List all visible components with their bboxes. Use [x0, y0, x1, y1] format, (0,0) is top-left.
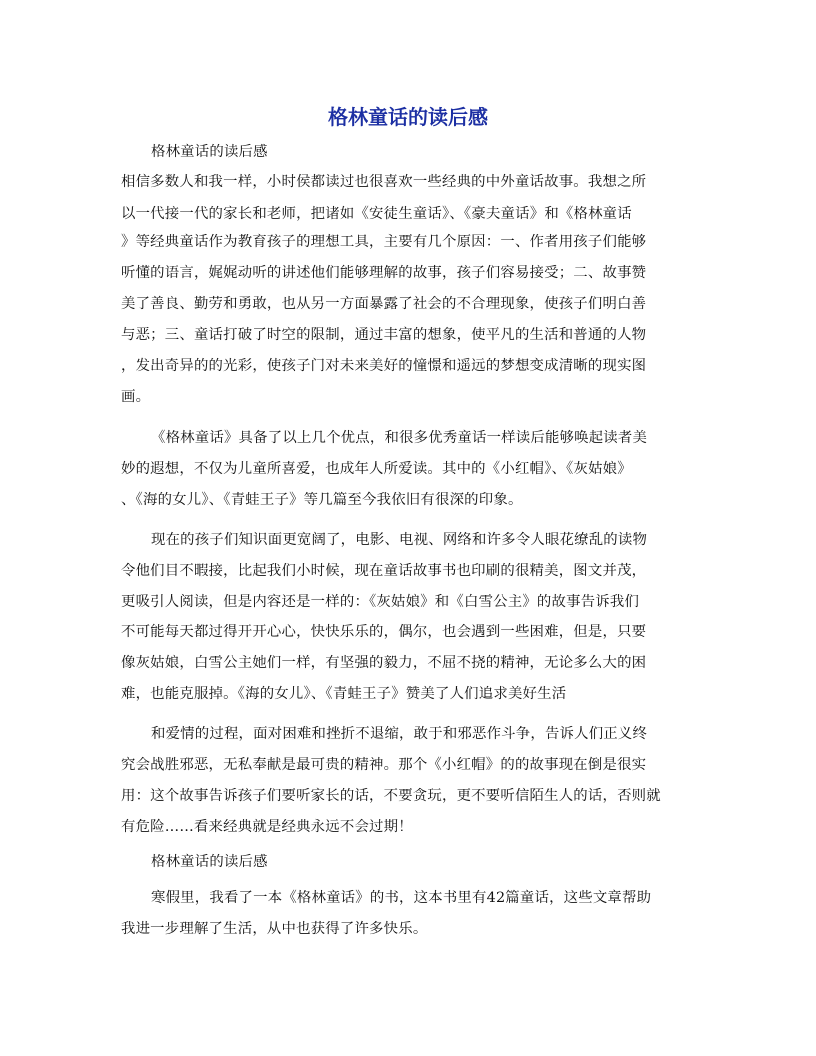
- text-line: 令他们目不暇接，比起我们小时候，现在童话故事书也印刷的很精美，图文并茂，: [121, 563, 647, 579]
- text-line: 有危险……看来经典就是经典永远不会过期！: [121, 819, 413, 835]
- text-line: 听懂的语言，娓娓动听的讲述他们能够理解的故事，孩子们容易接受；二、故事赞: [121, 265, 647, 281]
- text-line: 更吸引人阅读，但是内容还是一样的：《灰姑娘》和《白雪公主》的故事告诉我们: [121, 594, 640, 610]
- text-line: 用：这个故事告诉孩子们要听家长的话，不要贪玩，更不要听信陌生人的话，否则就: [121, 788, 661, 804]
- text-line: 、《海的女儿》、《青蛙王子》等几篇至今我依旧有很深的印象。: [121, 492, 523, 508]
- text-line: 相信多数人和我一样，小时侯都读过也很喜欢一些经典的中外童话故事。我想之所: [121, 174, 647, 190]
- text-line: 像灰姑娘，白雪公主她们一样，有坚强的毅力，不屈不挠的精神，无论多么大的困: [121, 655, 647, 671]
- text-line: 和爱情的过程，面对困难和挫折不退缩，敢于和邪恶作斗争，告诉人们正义终: [151, 726, 648, 742]
- text-line: 不可能每天都过得开开心心，快快乐乐的，偶尔，也会遇到一些困难，但是，只要: [121, 624, 647, 640]
- text-line: ，发出奇异的的光彩，使孩子门对未来美好的憧憬和遥远的梦想变成清晰的现实图: [121, 358, 647, 374]
- page-title: 格林童话的读后感: [328, 105, 488, 129]
- text-line: 妙的遐想，不仅为儿童所喜爱，也成年人所爱读。其中的《小红帽》、《灰姑娘》: [121, 461, 632, 477]
- text-line: 以一代接一代的家长和老师，把诸如《安徒生童话》、《豪夫童话》和《格林童话: [121, 206, 632, 222]
- text-line: 寒假里，我看了一本《格林童话》的书，这本书里有42篇童话，这些文章帮助: [151, 890, 652, 906]
- text-line: 》等经典童话作为教育孩子的理想工具，主要有几个原因：一、作者用孩子们能够: [121, 234, 647, 250]
- text-line: 美了善良、勤劳和勇敢，也从另一方面暴露了社会的不合理现象，使孩子们明白善: [121, 296, 647, 312]
- text-line: 难，也能克服掉。《海的女儿》、《青蛙王子》赞美了人们追求美好生活: [121, 686, 567, 702]
- text-line: 格林童话的读后感: [151, 144, 268, 160]
- text-line: 画。: [121, 389, 151, 405]
- text-line: 现在的孩子们知识面更宽阔了，电影、电视、网络和许多令人眼花缭乱的读物: [151, 532, 648, 548]
- text-line: 究会战胜邪恶，无私奉献是最可贵的精神。那个《小红帽》的的故事现在倒是很实: [121, 757, 647, 773]
- section-heading: 格林童话的读后感: [151, 854, 268, 870]
- text-line: 与恶；三、童话打破了时空的限制，通过丰富的想象，使平凡的生活和普通的人物: [121, 327, 647, 343]
- text-line: 我进一步理解了生活，从中也获得了许多快乐。: [121, 921, 428, 937]
- text-line: 《格林童话》具备了以上几个优点，和很多优秀童话一样读后能够唤起读者美: [151, 430, 648, 446]
